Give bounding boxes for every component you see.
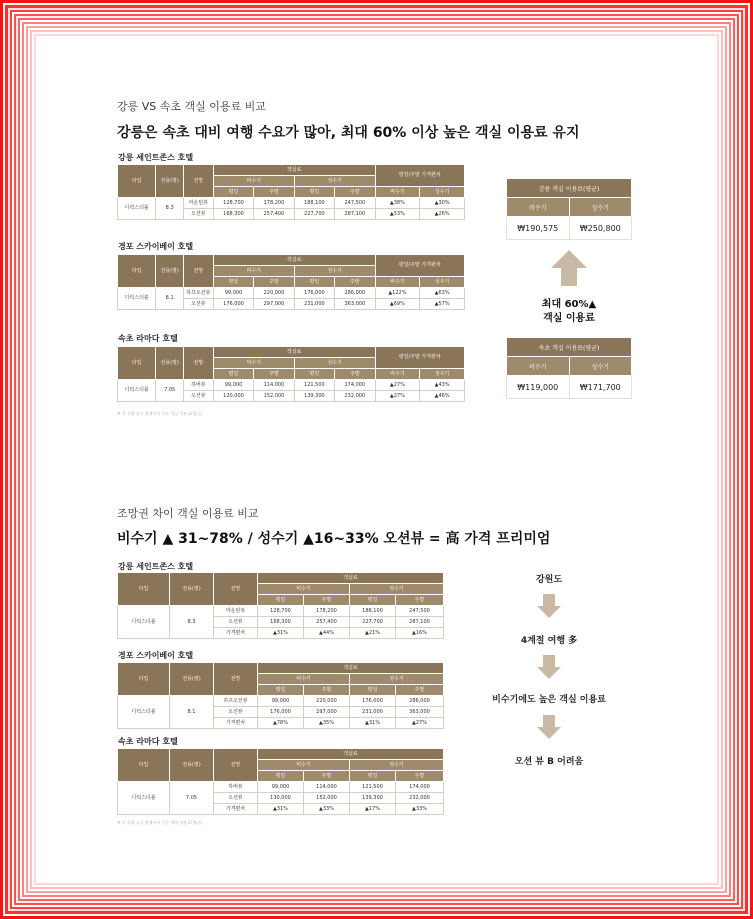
room-area: 7.05	[156, 380, 184, 402]
price-cell: 99,000	[213, 288, 253, 299]
up-arrow-icon	[549, 248, 589, 288]
price-cell: 188,100	[294, 198, 334, 209]
section1-subtitle: 강릉 VS 속초 객실 이용료 비교	[117, 100, 266, 113]
col-weekday: 평일	[350, 771, 396, 782]
price-cell: 227,700	[350, 617, 396, 628]
price-cell: 297,000	[304, 707, 350, 718]
view-cell: 오션뷰	[214, 793, 258, 804]
gap-cell: ▲17%	[350, 804, 396, 815]
col-weekday: 평일	[294, 187, 334, 198]
price-cell: 114,000	[304, 782, 350, 793]
price-cell: 139,300	[294, 391, 334, 402]
price-cell: 128,700	[258, 606, 304, 617]
col-peak: 성수기	[294, 176, 375, 187]
price-cell: 231,000	[350, 707, 396, 718]
sokcho-avg-box	[506, 337, 632, 399]
price-cell: 232,000	[335, 391, 375, 402]
gap-cell: ▲122%	[375, 288, 420, 299]
price-cell: 363,000	[335, 299, 375, 310]
gap-cell: ▲27%	[375, 391, 420, 402]
gap-cell: ▲46%	[420, 391, 465, 402]
gap-cell: ▲63%	[420, 288, 465, 299]
price-cell: 121,500	[294, 380, 334, 391]
gap-cell: ▲31%	[258, 804, 304, 815]
col-weekday: 평일	[213, 369, 253, 380]
price-cell: 99,000	[213, 380, 253, 391]
col-weekend: 주말	[335, 187, 375, 198]
col-area: 전용(평)	[170, 749, 214, 782]
price-cell: 99,000	[258, 696, 304, 707]
col-low: 비수기	[375, 277, 420, 288]
gap-cell: ▲16%	[396, 628, 444, 639]
col-low: 비수기	[213, 176, 294, 187]
price-cell: 178,200	[304, 606, 350, 617]
price-cell: 257,400	[304, 617, 350, 628]
col-weekend: 주말	[304, 771, 350, 782]
price-cell: 178,200	[254, 198, 294, 209]
gap-label-cell: 가격편차	[214, 718, 258, 729]
gap-cell: ▲57%	[420, 299, 465, 310]
col-low: 비수기	[375, 187, 420, 198]
col-weekend: 주말	[335, 369, 375, 380]
room-type: 디럭스더블	[118, 380, 156, 402]
col-rate: 객실료	[258, 573, 444, 584]
price-cell: 220,000	[304, 696, 350, 707]
gangneung-box-low-value: ₩190,575	[507, 217, 570, 240]
col-weekday: 평일	[213, 277, 253, 288]
view-cell: 하버뷰	[183, 380, 213, 391]
price-cell: 363,000	[396, 707, 444, 718]
room-area: 8.3	[156, 198, 184, 220]
col-type: 타입	[118, 255, 156, 288]
view-rate-table	[117, 748, 444, 815]
price-cell: 247,500	[335, 198, 375, 209]
col-type: 타입	[118, 165, 156, 198]
price-cell: 176,000	[258, 707, 304, 718]
gap-cell: ▲21%	[350, 628, 396, 639]
col-peak: 성수기	[350, 760, 444, 771]
gangneung-avg-box	[506, 178, 632, 240]
flow-step-3: 비수기에도 높은 객실 이용료	[492, 695, 606, 705]
price-cell: 232,000	[396, 793, 444, 804]
col-gap: 평일/주말 가격편차	[375, 255, 464, 277]
price-cell: 287,100	[396, 617, 444, 628]
rate-table	[117, 254, 465, 310]
col-rate: 객실료	[213, 347, 375, 358]
view-cell: 하프오션뷰	[214, 696, 258, 707]
sokcho-box-low-value: ₩119,000	[507, 376, 570, 399]
hotel-name: 경포 스카이베이 호텔	[118, 651, 194, 660]
flow-step-2: 4계절 여행 多	[520, 636, 578, 646]
price-cell: 297,000	[254, 299, 294, 310]
sokcho-box-peak-value: ₩171,700	[569, 376, 632, 399]
price-cell: 99,000	[258, 782, 304, 793]
sokcho-box-peak-label: 성수기	[569, 357, 632, 376]
room-area: 7.05	[170, 782, 214, 815]
view-rate-table	[117, 662, 444, 729]
section2-note: ※ 각 호텔 공식 홈페이지 기준 객실 이용료(평균)	[117, 820, 202, 825]
view-cell: 하프오션뷰	[183, 288, 213, 299]
col-low: 비수기	[258, 760, 350, 771]
view-rate-table	[117, 572, 444, 639]
sokcho-box-title: 속초 객실 이용료(평균)	[507, 338, 632, 357]
section2-subtitle: 조망권 차이 객실 이용료 비교	[117, 507, 259, 520]
col-view: 전망	[214, 663, 258, 696]
col-weekend: 주말	[396, 771, 444, 782]
col-view: 전망	[183, 347, 213, 380]
gap-cell: ▲31%	[258, 628, 304, 639]
room-type: 디럭스더블	[118, 696, 170, 729]
price-cell: 231,000	[294, 299, 334, 310]
col-peak: 성수기	[420, 369, 465, 380]
room-type: 디럭스더블	[118, 606, 170, 639]
section1-title: 강릉은 속초 대비 여행 수요가 많아, 최대 60% 이상 높은 객실 이용료 유지	[117, 125, 580, 141]
room-area: 8.3	[170, 606, 214, 639]
room-area: 8.1	[156, 288, 184, 310]
col-weekend: 주말	[335, 277, 375, 288]
col-weekday: 평일	[294, 277, 334, 288]
col-area: 전용(평)	[156, 255, 184, 288]
view-cell: 오션뷰	[214, 707, 258, 718]
price-cell: 152,000	[304, 793, 350, 804]
col-area: 전용(평)	[170, 573, 214, 606]
hotel-name: 경포 스카이베이 호텔	[118, 242, 194, 251]
col-area: 전용(평)	[170, 663, 214, 696]
col-low: 비수기	[258, 584, 350, 595]
rate-table	[117, 346, 465, 402]
price-cell: 176,000	[213, 299, 253, 310]
gap-cell: ▲30%	[420, 198, 465, 209]
gangneung-box-peak-value: ₩250,800	[569, 217, 632, 240]
room-type: 디럭스더블	[118, 288, 156, 310]
col-weekday: 평일	[350, 595, 396, 606]
col-weekday: 평일	[294, 369, 334, 380]
hotel-name: 속초 라마다 호텔	[118, 737, 178, 746]
view-cell: 하버뷰	[214, 782, 258, 793]
price-cell: 114,000	[254, 380, 294, 391]
gangneung-box-peak-label: 성수기	[569, 198, 632, 217]
col-gap: 평일/주말 가격편차	[375, 347, 464, 369]
gap-label-cell: 가격편차	[214, 628, 258, 639]
flow-step-4: 오션 뷰 B 어려움	[514, 757, 584, 767]
col-rate: 객실료	[258, 663, 444, 674]
col-peak: 성수기	[350, 674, 444, 685]
gap-label-cell: 가격편차	[214, 804, 258, 815]
gap-cell: ▲27%	[375, 380, 420, 391]
col-low: 비수기	[213, 266, 294, 277]
down-arrow-icon	[535, 653, 563, 681]
gap-cell: ▲33%	[304, 804, 350, 815]
gap-cell: ▲27%	[396, 718, 444, 729]
col-type: 타입	[118, 663, 170, 696]
price-cell: 128,700	[213, 198, 253, 209]
gangneung-box-low-label: 비수기	[507, 198, 570, 217]
price-cell: 286,000	[396, 696, 444, 707]
hotel-name: 속초 라마다 호텔	[118, 334, 178, 343]
view-cell: 오션뷰	[183, 209, 213, 220]
gap-cell: ▲31%	[350, 718, 396, 729]
col-weekend: 주말	[254, 277, 294, 288]
room-type: 디럭스더블	[118, 782, 170, 815]
flow-step-1: 강원도	[535, 575, 563, 585]
gangneung-box-title: 강릉 객실 이용료(평균)	[507, 179, 632, 198]
col-rate: 객실료	[258, 749, 444, 760]
hotel-name: 강릉 세인트존스 호텔	[118, 562, 194, 571]
col-low: 비수기	[375, 369, 420, 380]
gap-cell: ▲33%	[396, 804, 444, 815]
col-weekend: 주말	[304, 685, 350, 696]
col-type: 타입	[118, 749, 170, 782]
price-cell: 287,100	[335, 209, 375, 220]
col-weekday: 평일	[258, 771, 304, 782]
price-cell: 120,000	[213, 391, 253, 402]
col-type: 타입	[118, 347, 156, 380]
col-area: 전용(평)	[156, 165, 184, 198]
room-area: 8.1	[170, 696, 214, 729]
col-weekday: 평일	[213, 187, 253, 198]
price-cell: 130,000	[258, 793, 304, 804]
gap-cell: ▲35%	[304, 718, 350, 729]
col-type: 타입	[118, 573, 170, 606]
price-cell: 176,000	[350, 696, 396, 707]
col-weekend: 주말	[396, 685, 444, 696]
col-low: 비수기	[258, 674, 350, 685]
gap-cell: ▲53%	[375, 209, 420, 220]
down-arrow-icon	[535, 592, 563, 620]
col-weekday: 평일	[350, 685, 396, 696]
col-peak: 성수기	[420, 277, 465, 288]
price-cell: 257,400	[254, 209, 294, 220]
col-peak: 성수기	[420, 187, 465, 198]
price-cell: 176,000	[294, 288, 334, 299]
col-peak: 성수기	[350, 584, 444, 595]
section2-title: 비수기 ▲ 31~78% / 성수기 ▲16~33% 오션뷰 = 高 가격 프리미엄	[117, 531, 551, 547]
gap-cell: ▲44%	[304, 628, 350, 639]
price-cell: 227,700	[294, 209, 334, 220]
arrow-text-1: 최대 60%▲	[541, 299, 597, 310]
price-cell: 174,000	[396, 782, 444, 793]
gap-cell: ▲38%	[375, 198, 420, 209]
col-weekday: 평일	[258, 685, 304, 696]
price-cell: 168,300	[258, 617, 304, 628]
col-peak: 성수기	[294, 358, 375, 369]
gap-cell: ▲26%	[420, 209, 465, 220]
view-cell: 오션뷰	[183, 299, 213, 310]
col-view: 전망	[214, 749, 258, 782]
col-low: 비수기	[213, 358, 294, 369]
down-arrow-icon	[535, 713, 563, 741]
arrow-text-2: 객실 이용료	[543, 313, 595, 324]
col-weekend: 주말	[304, 595, 350, 606]
price-cell: 139,300	[350, 793, 396, 804]
rate-table	[117, 164, 465, 220]
view-cell: 마운틴뷰	[214, 606, 258, 617]
gap-cell: ▲43%	[420, 380, 465, 391]
price-cell: 174,000	[335, 380, 375, 391]
gap-cell: ▲69%	[375, 299, 420, 310]
col-weekday: 평일	[258, 595, 304, 606]
col-rate: 객실료	[213, 165, 375, 176]
price-cell: 152,000	[254, 391, 294, 402]
hotel-name: 강릉 세인트존스 호텔	[118, 153, 194, 162]
price-cell: 168,300	[213, 209, 253, 220]
col-weekend: 주말	[254, 369, 294, 380]
price-cell: 247,500	[396, 606, 444, 617]
col-rate: 객실료	[213, 255, 375, 266]
view-cell: 오션뷰	[183, 391, 213, 402]
col-view: 전망	[183, 255, 213, 288]
col-weekend: 주말	[396, 595, 444, 606]
col-weekend: 주말	[254, 187, 294, 198]
view-cell: 오션뷰	[214, 617, 258, 628]
room-type: 디럭스더블	[118, 198, 156, 220]
price-cell: 121,500	[350, 782, 396, 793]
col-peak: 성수기	[294, 266, 375, 277]
col-area: 전용(평)	[156, 347, 184, 380]
price-cell: 286,000	[335, 288, 375, 299]
col-view: 전망	[183, 165, 213, 198]
sokcho-box-low-label: 비수기	[507, 357, 570, 376]
col-view: 전망	[214, 573, 258, 606]
col-gap: 평일/주말 가격편차	[375, 165, 464, 187]
price-cell: 220,000	[254, 288, 294, 299]
gap-cell: ▲78%	[258, 718, 304, 729]
section1-note: ※ 각 호텔 공식 홈페이지 기준 객실 이용료(평균)	[117, 411, 202, 416]
view-cell: 마운틴뷰	[183, 198, 213, 209]
price-cell: 188,100	[350, 606, 396, 617]
